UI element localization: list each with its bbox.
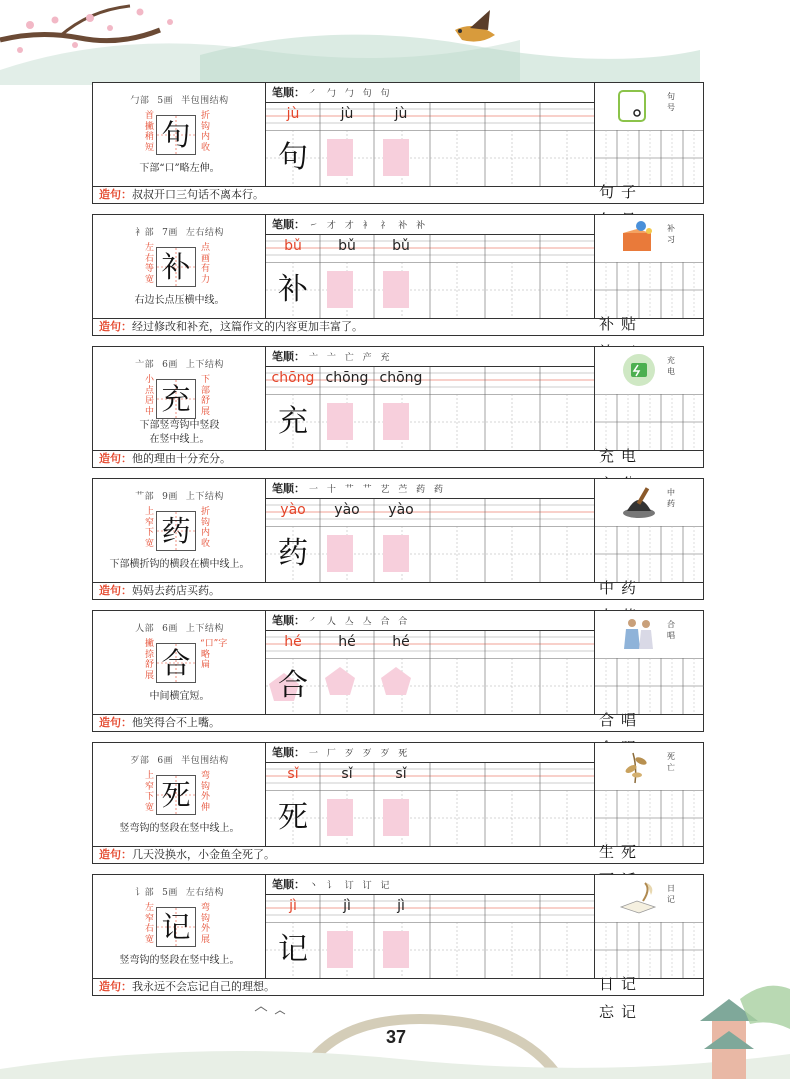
word-grid-lines xyxy=(595,658,704,714)
pinyin-1: hé xyxy=(284,634,302,650)
writing-grid-lines xyxy=(266,262,594,318)
writing-grid-lines xyxy=(266,658,594,714)
character-meta xyxy=(93,93,266,106)
vocabulary-area xyxy=(595,479,704,597)
character-card xyxy=(92,478,704,600)
example-sentence xyxy=(93,978,703,995)
writing-tip-right: 折钩内收 xyxy=(200,111,210,153)
writing-tip-right: “口”字略扁 xyxy=(200,639,228,670)
stroke-order-label: 笔顺： xyxy=(272,482,305,495)
stroke-order xyxy=(266,743,594,763)
writing-hint: 右边长点压横中线。 xyxy=(134,295,225,306)
stroke-sequence: 丶 讠 订 订 记 xyxy=(309,881,393,891)
character-box xyxy=(156,115,196,155)
sentence-text: 我永远不会忘记自己的理想。 xyxy=(132,980,275,993)
pinyin-1: sǐ xyxy=(287,766,299,782)
character-info xyxy=(93,83,266,186)
pinyin-3: chōng xyxy=(379,370,423,386)
character-info xyxy=(93,875,266,978)
pinyin-1: bǔ xyxy=(284,238,302,254)
sentence-label: 造句： xyxy=(99,320,132,333)
sentence-label: 造句： xyxy=(99,452,132,465)
character-card xyxy=(92,82,704,204)
pinyin-3: hé xyxy=(392,634,410,650)
pinyin-1: chōng xyxy=(271,370,315,386)
picture-word: 句号 xyxy=(667,92,675,112)
stroke-sequence: 一 厂 歹 歹 歹 死 xyxy=(309,749,411,759)
practice-area xyxy=(266,875,595,978)
word-grid-lines xyxy=(595,790,704,846)
pinyin-row xyxy=(266,763,594,790)
pinyin-row xyxy=(266,103,594,130)
writing-tip-right: 弯钩外伸 xyxy=(200,771,210,813)
writing-tip-right: 点画有力 xyxy=(200,243,210,285)
picture-word: 日记 xyxy=(667,884,675,904)
model-character: 死 xyxy=(161,778,191,812)
stroke-order-label: 笔顺： xyxy=(272,878,305,891)
word-grid xyxy=(595,790,704,861)
vocab-word-1: 日记 xyxy=(599,975,644,993)
structure: 上下结构 xyxy=(185,492,224,502)
writing-hint: 竖弯钩的竖段在竖中线上。 xyxy=(119,823,240,834)
vocabulary-area xyxy=(595,611,704,729)
model-character: 充 xyxy=(161,382,191,416)
character-meta xyxy=(93,885,266,898)
vocabulary-area xyxy=(595,83,704,201)
stroke-order-label: 笔顺： xyxy=(272,614,305,627)
writing-hint: 中间横宜短。 xyxy=(149,691,210,702)
character-meta xyxy=(93,489,266,502)
character-meta xyxy=(93,225,266,238)
vocab-word-1: 中药 xyxy=(599,579,644,597)
pinyin-3: jì xyxy=(397,898,405,914)
character-info xyxy=(93,743,266,846)
word-grid-lines xyxy=(595,526,704,582)
radical: 勹部 xyxy=(130,96,150,106)
practice-character: 死 xyxy=(278,800,308,835)
writing-grid[interactable] xyxy=(266,790,594,846)
writing-hint: 下部“口”略左伸。 xyxy=(139,163,220,174)
radical: 歹部 xyxy=(130,756,150,766)
pinyin-2: jì xyxy=(343,898,351,914)
picture-word: 死亡 xyxy=(667,752,675,772)
radical: 艹部 xyxy=(135,492,155,502)
word-grid xyxy=(595,130,704,201)
writing-tip-left: 小点居中 xyxy=(144,375,154,417)
writing-grid-lines xyxy=(266,130,594,186)
pinyin-1: yào xyxy=(280,502,306,518)
pinyin-row xyxy=(266,499,594,526)
practice-area xyxy=(266,215,595,318)
vocabulary-area xyxy=(595,215,704,333)
structure: 半包围结构 xyxy=(181,756,229,766)
structure: 上下结构 xyxy=(185,360,224,370)
radical: 衤部 xyxy=(135,228,155,238)
writing-hint: 下部横折钩的横段在横中线上。 xyxy=(109,559,250,570)
writing-tip-left: 撇捺舒展 xyxy=(144,639,154,681)
writing-grid[interactable] xyxy=(266,922,594,978)
pinyin-row xyxy=(266,235,594,262)
picture-word: 合唱 xyxy=(667,620,675,640)
pinyin-1: jì xyxy=(289,898,297,914)
writing-tip-left: 左右等宽 xyxy=(144,243,154,285)
sentence-text: 他的理由十分充分。 xyxy=(132,452,231,465)
picture-word: 补习 xyxy=(667,224,675,244)
stroke-order xyxy=(266,875,594,895)
vocab-word-2: 忘记 xyxy=(599,1003,644,1021)
writing-tip-left: 首撇稍短 xyxy=(144,111,154,153)
stroke-sequence: 亠 亠 亡 产 充 xyxy=(309,353,393,363)
practice-area xyxy=(266,83,595,186)
vocab-word-1: 充电 xyxy=(599,447,644,465)
radical: 亠部 xyxy=(135,360,155,370)
stroke-count: 5画 xyxy=(157,96,174,106)
word-grid xyxy=(595,262,704,333)
character-info xyxy=(93,347,266,450)
model-character: 补 xyxy=(161,250,191,284)
sentence-text: 叔叔开口三句话不离本行。 xyxy=(132,188,264,201)
practice-area xyxy=(266,611,595,714)
word-grid xyxy=(595,658,704,729)
character-meta xyxy=(93,621,266,634)
vocabulary-area xyxy=(595,743,704,861)
word-grid-lines xyxy=(595,394,704,450)
writing-grid[interactable] xyxy=(266,658,594,714)
character-box xyxy=(156,775,196,815)
sentence-text: 妈妈去药店买药。 xyxy=(132,584,220,597)
character-info xyxy=(93,611,266,714)
practice-area xyxy=(266,743,595,846)
writing-tip-right: 弯钩外展 xyxy=(200,903,210,945)
pinyin-1: jù xyxy=(286,106,300,122)
character-box xyxy=(156,511,196,551)
practice-character: 记 xyxy=(278,932,308,967)
writing-hint: 竖弯钩的竖段在竖中线上。 xyxy=(119,955,240,966)
sentence-label: 造句： xyxy=(99,188,132,201)
character-box xyxy=(156,643,196,683)
character-card xyxy=(92,874,704,1021)
writing-tip-left: 上窄下宽 xyxy=(144,507,154,549)
character-card xyxy=(92,742,704,864)
pinyin-3: bǔ xyxy=(392,238,410,254)
stroke-count: 5画 xyxy=(162,888,178,898)
singers-icon xyxy=(617,615,661,653)
pinyin-2: chōng xyxy=(325,370,369,386)
character-card xyxy=(92,346,704,468)
character-box xyxy=(156,907,196,947)
writing-tip-left: 左窄右宽 xyxy=(144,903,154,945)
stroke-count: 6画 xyxy=(162,360,178,370)
sentence-label: 造句： xyxy=(99,584,132,597)
stroke-sequence: ㇒ 勹 勹 句 句 xyxy=(309,89,393,99)
example-sentence xyxy=(93,318,703,335)
diary-icon xyxy=(617,879,661,917)
example-sentence xyxy=(93,450,703,467)
word-grid-lines xyxy=(595,262,704,318)
mortar-icon xyxy=(617,483,661,521)
structure: 上下结构 xyxy=(185,624,224,634)
stroke-count: 7画 xyxy=(162,228,178,238)
practice-area xyxy=(266,479,595,582)
pinyin-2: bǔ xyxy=(338,238,356,254)
practice-character: 句 xyxy=(278,140,308,175)
example-sentence xyxy=(93,846,703,863)
sentence-label: 造句： xyxy=(99,848,132,861)
stroke-order-label: 笔顺： xyxy=(272,218,305,231)
radical: 讠部 xyxy=(135,888,155,898)
stroke-count: 6画 xyxy=(157,756,174,766)
writing-grid-lines xyxy=(266,790,594,846)
word-grid-lines xyxy=(595,922,704,978)
word-grid-lines xyxy=(595,130,704,186)
stroke-order-label: 笔顺： xyxy=(272,86,305,99)
character-meta xyxy=(93,753,266,766)
stroke-sequence: 一 十 艹 艹 艺 苎 药 药 xyxy=(309,485,447,495)
practice-character: 药 xyxy=(278,536,308,571)
word-grid xyxy=(595,922,704,1021)
writing-grid[interactable] xyxy=(266,262,594,318)
vocabulary-area xyxy=(595,347,704,465)
model-character: 药 xyxy=(161,514,191,548)
character-info xyxy=(93,215,266,318)
page-number: 37 xyxy=(385,1027,407,1047)
writing-grid-lines xyxy=(266,526,594,582)
character-card xyxy=(92,610,704,732)
stroke-count: 6画 xyxy=(162,624,178,634)
circle-icon xyxy=(617,87,661,125)
stroke-order-label: 笔顺： xyxy=(272,350,305,363)
vocab-word-1: 补贴 xyxy=(599,315,644,333)
stroke-order xyxy=(266,479,594,499)
sentence-text: 他笑得合不上嘴。 xyxy=(132,716,220,729)
stroke-count: 9画 xyxy=(162,492,178,502)
stroke-order xyxy=(266,83,594,103)
writing-tip-right: 折钩内收 xyxy=(200,507,210,549)
radical: 人部 xyxy=(135,624,155,634)
vocabulary-area xyxy=(595,875,704,1021)
practice-character: 充 xyxy=(278,404,308,439)
writing-tip-right: 下部舒展 xyxy=(200,375,210,417)
picture-word: 中药 xyxy=(667,488,675,508)
pinyin-2: jù xyxy=(340,106,354,122)
stroke-order xyxy=(266,611,594,631)
sentence-text: 几天没换水，小金鱼全死了。 xyxy=(132,848,275,861)
character-meta xyxy=(93,357,266,370)
writing-grid[interactable] xyxy=(266,526,594,582)
pinyin-3: sǐ xyxy=(395,766,407,782)
stroke-sequence: ㇀ 才 才 衤 礻 补 补 xyxy=(309,221,429,231)
writing-grid-lines xyxy=(266,394,594,450)
sentence-label: 造句： xyxy=(99,980,132,993)
sentence-label: 造句： xyxy=(99,716,132,729)
pinyin-row xyxy=(266,631,594,658)
example-sentence xyxy=(93,714,703,731)
practice-character: 补 xyxy=(278,272,308,307)
bird-icon xyxy=(455,10,495,42)
pinyin-row xyxy=(266,895,594,922)
word-grid xyxy=(595,394,704,465)
pinyin-3: yào xyxy=(388,502,414,518)
structure: 半包围结构 xyxy=(181,96,229,106)
model-character: 合 xyxy=(161,646,191,680)
example-sentence xyxy=(93,186,703,203)
withered-plant-icon xyxy=(617,747,661,785)
pinyin-2: sǐ xyxy=(341,766,353,782)
writing-grid[interactable] xyxy=(266,394,594,450)
pinyin-row xyxy=(266,367,594,394)
word-grid xyxy=(595,526,704,597)
sentence-text: 经过修改和补充，这篇作文的内容更加丰富了。 xyxy=(132,320,363,333)
writing-hint: 下部竖弯钩中竖段 在竖中线上。 xyxy=(139,420,220,445)
pinyin-3: jù xyxy=(394,106,408,122)
pinyin-2: hé xyxy=(338,634,356,650)
practice-area xyxy=(266,347,595,450)
writing-grid-lines xyxy=(266,922,594,978)
structure: 左右结构 xyxy=(185,888,224,898)
model-character: 句 xyxy=(161,118,191,152)
stroke-order xyxy=(266,215,594,235)
vocab-word-1: 合唱 xyxy=(599,711,644,729)
vocab-word-1: 生死 xyxy=(599,843,644,861)
character-info xyxy=(93,479,266,582)
practice-character: 合 xyxy=(278,668,308,703)
stroke-order xyxy=(266,347,594,367)
stroke-order-label: 笔顺： xyxy=(272,746,305,759)
character-box xyxy=(156,247,196,287)
pinyin-2: yào xyxy=(334,502,360,518)
writing-grid[interactable] xyxy=(266,130,594,186)
stroke-sequence: ㇒ 人 亼 亼 合 合 xyxy=(309,617,411,627)
writing-tip-left: 上窄下宽 xyxy=(144,771,154,813)
battery-icon xyxy=(617,351,661,389)
character-card xyxy=(92,214,704,336)
vocab-word-1: 句子 xyxy=(599,183,644,201)
top-landscape-illustration xyxy=(0,0,790,85)
character-box xyxy=(156,379,196,419)
structure: 左右结构 xyxy=(185,228,224,238)
model-character: 记 xyxy=(161,910,191,944)
book-icon xyxy=(617,219,661,257)
picture-word: 充电 xyxy=(667,356,675,376)
example-sentence xyxy=(93,582,703,599)
